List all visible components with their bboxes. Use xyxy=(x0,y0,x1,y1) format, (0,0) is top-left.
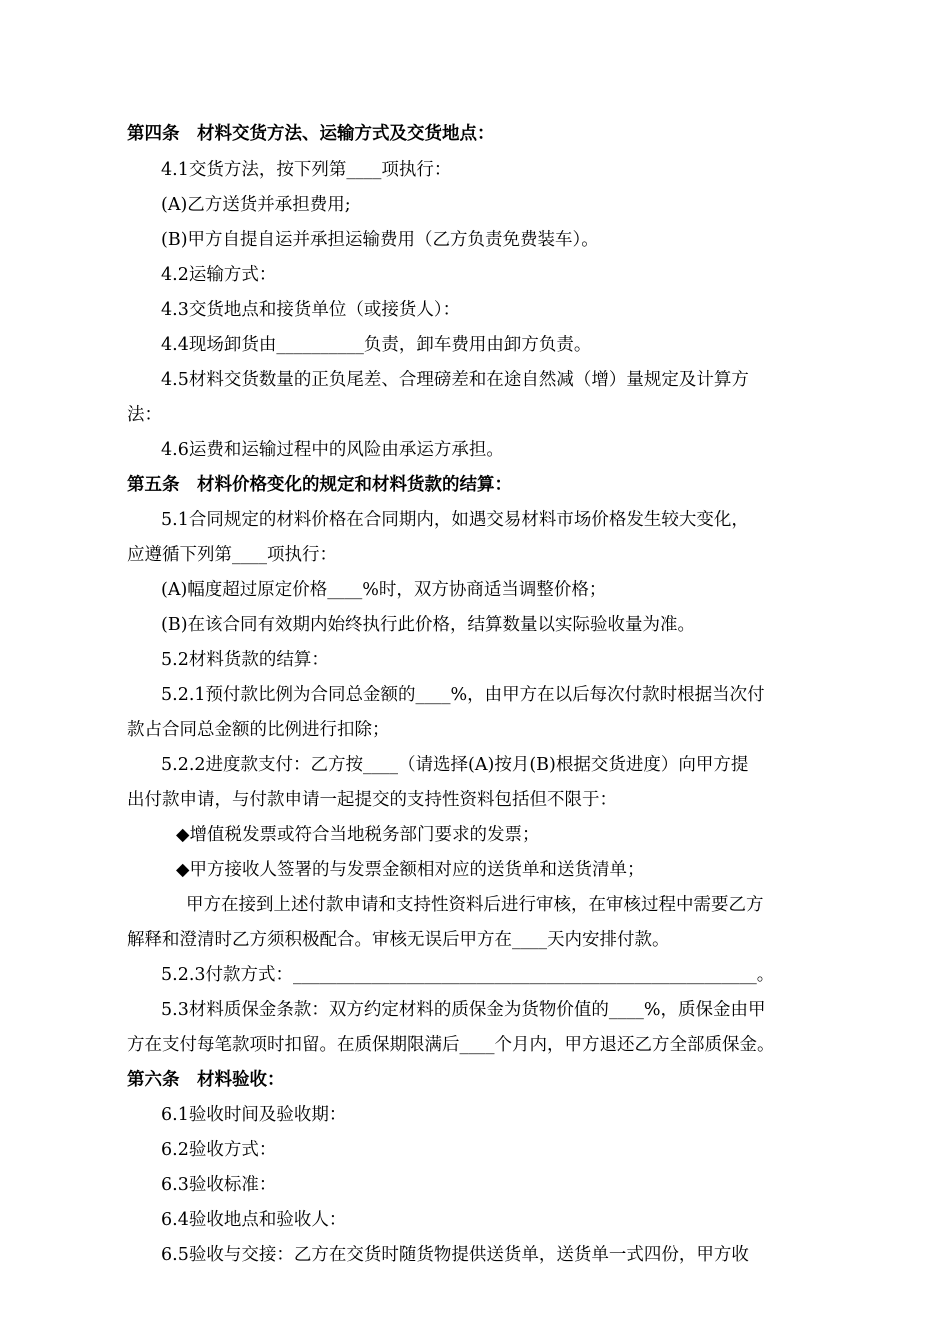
clause-5-2: 5.2材料货款的结算： xyxy=(161,650,329,670)
clause-5-1-a: (A)幅度超过原定价格____%时，双方协商适当调整价格； xyxy=(161,580,607,600)
bullet-item-delivery-note: ◆甲方接收人签署的与发票金额相对应的送货单和送货清单； xyxy=(176,860,645,880)
clause-4-4: 4.4现场卸货由__________负责，卸车费用由卸方负责。 xyxy=(161,335,592,355)
clause-5-2-1-cont: 款占合同总金额的比例进行扣除； xyxy=(127,720,390,740)
section-5-heading: 第五条 材料价格变化的规定和材料货款的结算： xyxy=(127,475,512,495)
clause-4-1: 4.1交货方法，按下列第____项执行： xyxy=(161,160,452,180)
bullet-item-invoice: ◆增值税发票或符合当地税务部门要求的发票； xyxy=(176,825,540,845)
clause-5-2-3: 5.2.3付款方式：_____________________________________________________。 xyxy=(161,965,775,985)
clause-6-4: 6.4验收地点和验收人： xyxy=(161,1210,347,1230)
section-6-heading: 第六条 材料验收： xyxy=(127,1070,285,1090)
clause-4-2: 4.2运输方式： xyxy=(161,265,277,285)
clause-5-2-2-cont: 出付款申请，与付款申请一起提交的支持性资料包括但不限于： xyxy=(127,790,617,810)
clause-4-1-a: (A)乙方送货并承担费用; xyxy=(161,195,351,215)
clause-5-3: 5.3材料质保金条款：双方约定材料的质保金为货物价值的____%，质保金由甲 xyxy=(161,1000,766,1020)
clause-4-5: 4.5材料交货数量的正负尾差、合理磅差和在途自然减（增）量规定及计算方 xyxy=(161,370,749,390)
clause-6-1: 6.1验收时间及验收期： xyxy=(161,1105,347,1125)
review-paragraph: 甲方在接到上述付款申请和支持性资料后进行审核，在审核过程中需要乙方 xyxy=(186,895,764,915)
clause-4-5-cont: 法： xyxy=(127,405,162,425)
clause-6-5: 6.5验收与交接：乙方在交货时随货物提供送货单，送货单一式四份，甲方收 xyxy=(161,1245,749,1265)
clause-5-1: 5.1合同规定的材料价格在合同期内，如遇交易材料市场价格发生较大变化， xyxy=(161,510,749,530)
clause-6-3: 6.3验收标准： xyxy=(161,1175,277,1195)
section-4-heading: 第四条 材料交货方法、运输方式及交货地点： xyxy=(127,124,495,144)
clause-5-1-cont: 应遵循下列第____项执行： xyxy=(127,545,337,565)
clause-5-2-1: 5.2.1预付款比例为合同总金额的____%，由甲方在以后每次付款时根据当次付 xyxy=(161,685,765,705)
clause-5-2-2: 5.2.2进度款支付：乙方按____（请选择(A)按月(B)根据交货进度）向甲方提 xyxy=(161,755,749,775)
clause-4-6: 4.6运费和运输过程中的风险由承运方承担。 xyxy=(161,440,504,460)
clause-6-2: 6.2验收方式： xyxy=(161,1140,277,1160)
review-paragraph-cont: 解释和澄清时乙方须积极配合。审核无误后甲方在____天内安排付款。 xyxy=(127,930,670,950)
clause-5-1-b: (B)在该合同有效期内始终执行此价格，结算数量以实际验收量为准。 xyxy=(161,615,696,635)
clause-4-3: 4.3交货地点和接货单位（或接货人）： xyxy=(161,300,461,320)
clause-4-1-b: (B)甲方自提自运并承担运输费用（乙方负责免费装车）。 xyxy=(161,230,599,250)
clause-5-3-cont: 方在支付每笔款项时扣留。在质保期限满后____个月内，甲方退还乙方全部质保金。 xyxy=(127,1035,775,1055)
